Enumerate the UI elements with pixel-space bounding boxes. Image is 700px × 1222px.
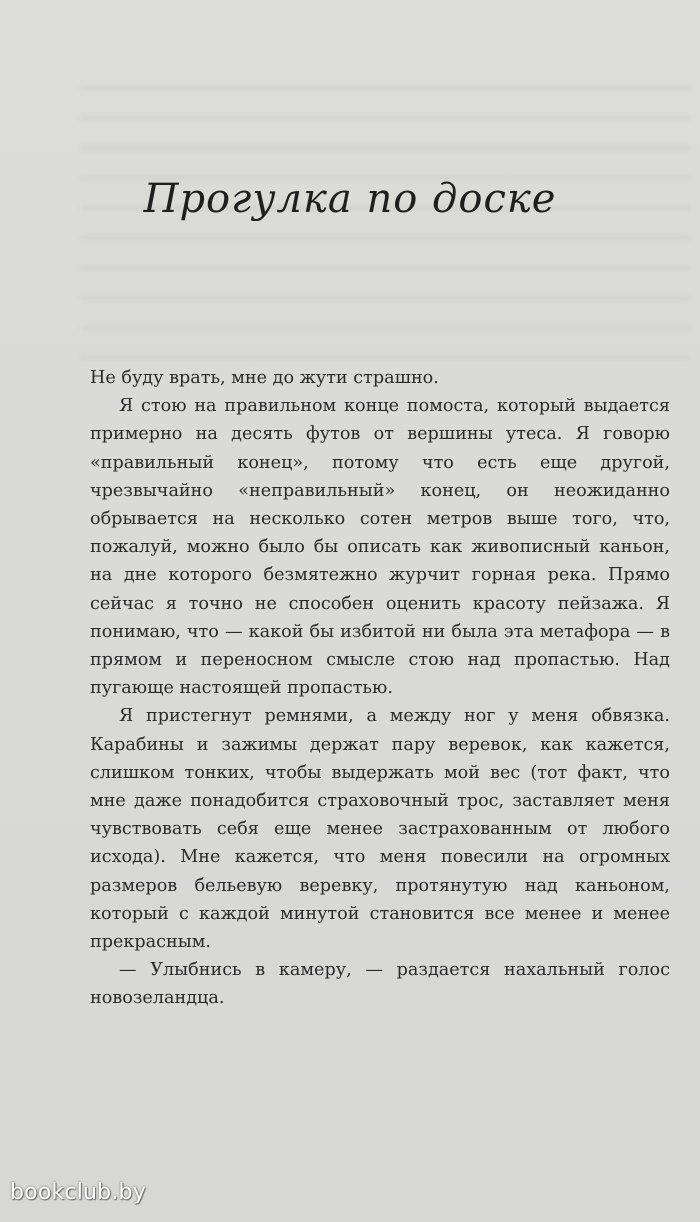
paragraph-4: — Улыбнись в камеру, — раздается нахальный голос новозеландца. bbox=[90, 960, 670, 1009]
paragraph-3: Я пристегнут ремнями, а между ног у меня обвязка. Карабины и зажимы держат пару веревок, как кажется, слишком тонких, чтобы выдержать мой вес (тот факт, что мне даже понадобится страховочный трос, заставляет меня чувствовать себя еще менее застрахованным от любого исхода). Мне кажется, что меня повесили на огромных размеров бельевую веревку, протянутую над каньоном, который с каждой минутой становится все менее и менее прекрасным. bbox=[90, 706, 670, 953]
paragraph-2: Я стою на правильном конце помоста, который выдается примерно на десять футов от вершины утеса. Я говорю «правильный конец», потому что есть еще другой, чрезвычайно «неправильный» конец, он неожиданно обрывается на несколько сотен метров выше того, что, пожалуй, можно было бы описать как живописный каньон, на дне которого безмятежно журчит горная река. Прямо сейчас я точно не способен оценить красоту пейзажа. Я понимаю, что — какой бы избитой ни была эта метафора — в прямом и переносном смысле стою над пропастью. Над пугающе настоящей пропастью. bbox=[90, 396, 670, 699]
chapter-title: Прогулка по доске bbox=[143, 176, 557, 222]
body-text bbox=[90, 364, 670, 1013]
watermark-logo: bookclub.by bbox=[10, 1180, 146, 1205]
paragraph-1: Не буду врать, мне до жути страшно. bbox=[90, 368, 439, 388]
